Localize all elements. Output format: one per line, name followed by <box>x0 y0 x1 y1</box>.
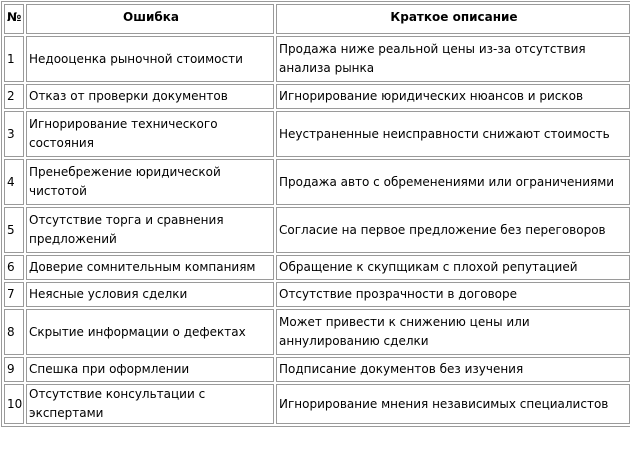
header-row <box>4 4 630 34</box>
row-description: Обращение к скупщикам с плохой репутацией <box>276 255 630 280</box>
table-row <box>4 255 630 280</box>
row-error: Отказ от проверки документов <box>26 84 274 109</box>
row-number: 5 <box>4 207 24 253</box>
row-error: Игнорирование технического состояния <box>26 111 274 157</box>
row-error: Отсутствие консультации с экспертами <box>26 384 274 424</box>
header-error: Ошибка <box>26 4 274 34</box>
row-error: Скрытие информации о дефектах <box>26 309 274 355</box>
row-number: 8 <box>4 309 24 355</box>
row-number: 1 <box>4 36 24 82</box>
row-number: 7 <box>4 282 24 307</box>
row-number: 2 <box>4 84 24 109</box>
table-row <box>4 207 630 253</box>
table-row <box>4 84 630 109</box>
row-description: Продажа ниже реальной цены из-за отсутствия анализа рынка <box>276 36 630 82</box>
row-number: 9 <box>4 357 24 382</box>
header-description: Краткое описание <box>276 4 630 34</box>
row-description: Игнорирование юридических нюансов и рисков <box>276 84 630 109</box>
row-number: 6 <box>4 255 24 280</box>
row-description: Согласие на первое предложение без переговоров <box>276 207 630 253</box>
row-description: Отсутствие прозрачности в договоре <box>276 282 630 307</box>
table-row <box>4 384 630 424</box>
table-row <box>4 36 630 82</box>
row-number: 4 <box>4 159 24 205</box>
row-description: Неустраненные неисправности снижают стоимость <box>276 111 630 157</box>
row-error: Спешка при оформлении <box>26 357 274 382</box>
row-error: Доверие сомнительным компаниям <box>26 255 274 280</box>
row-number: 3 <box>4 111 24 157</box>
table-row <box>4 309 630 355</box>
row-number: 10 <box>4 384 24 424</box>
mistakes-table <box>1 1 630 427</box>
row-error: Отсутствие торга и сравнения предложений <box>26 207 274 253</box>
row-description: Продажа авто с обременениями или ограничениями <box>276 159 630 205</box>
row-description: Игнорирование мнения независимых специалистов <box>276 384 630 424</box>
header-number: № <box>4 4 24 34</box>
row-description: Подписание документов без изучения <box>276 357 630 382</box>
row-error: Пренебрежение юридической чистотой <box>26 159 274 205</box>
table-row <box>4 357 630 382</box>
row-error: Неясные условия сделки <box>26 282 274 307</box>
table-row <box>4 282 630 307</box>
table-row <box>4 111 630 157</box>
row-error: Недооценка рыночной стоимости <box>26 36 274 82</box>
table-row <box>4 159 630 205</box>
row-description: Может привести к снижению цены или аннулированию сделки <box>276 309 630 355</box>
